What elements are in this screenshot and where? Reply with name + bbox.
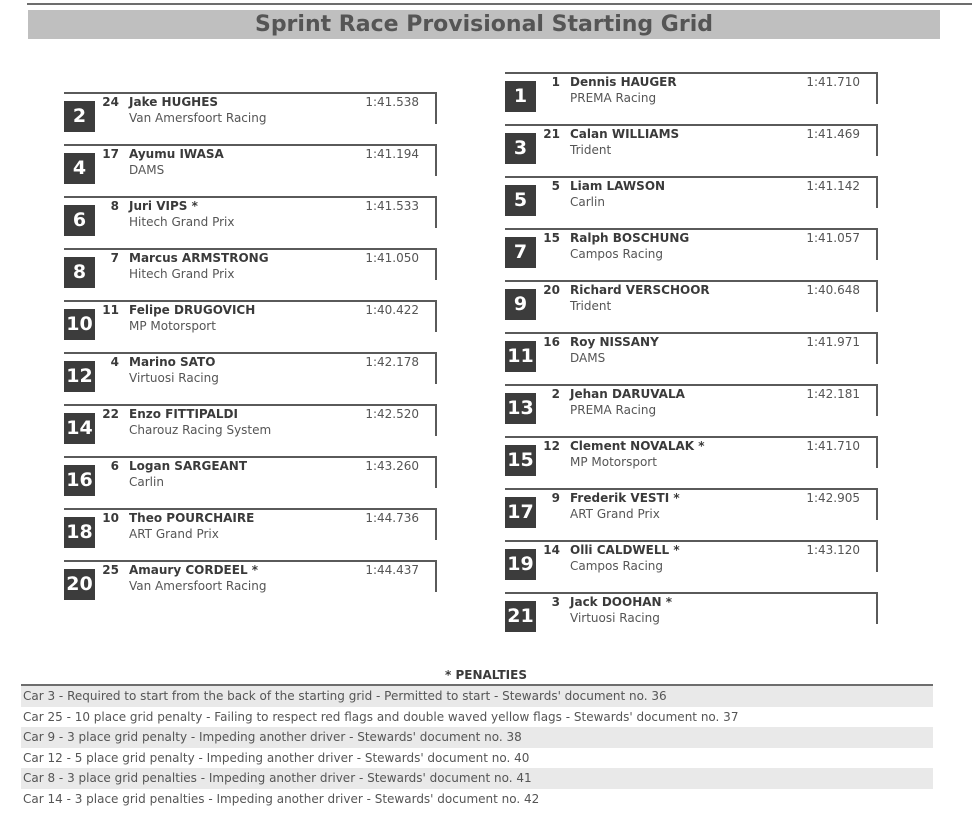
grid-position: 8 [64,257,95,288]
penalty-row: Car 14 - 3 place grid penalties - Impeding another driver - Stewards' document no. 42 [23,791,540,806]
driver-name: Juri VIPS * [129,199,198,213]
lap-time: 1:42.520 [365,407,419,421]
car-number: 2 [551,387,560,401]
driver-name: Frederik VESTI * [570,491,680,505]
car-number: 20 [543,283,560,297]
lap-time: 1:40.648 [806,283,860,297]
grid-slot [64,196,437,236]
penalties-list [21,684,933,809]
grid-slot [64,300,437,340]
driver-name: Logan SARGEANT [129,459,248,473]
grid-position: 18 [64,517,95,548]
lap-time: 1:41.469 [806,127,860,141]
grid-slot [64,456,437,496]
driver-name: Olli CALDWELL * [570,543,680,557]
team-name: DAMS [129,163,165,177]
top-rule [27,3,972,5]
grid-position: 7 [505,237,536,268]
team-name: Van Amersfoort Racing [129,111,267,125]
car-number: 21 [543,127,560,141]
team-name: Campos Racing [570,559,664,573]
slot-frame [505,592,878,624]
grid-position: 21 [505,601,536,632]
car-number: 12 [543,439,560,453]
grid-slot [505,540,878,580]
driver-name: Jehan DARUVALA [570,387,685,401]
lap-time: 1:41.710 [806,75,860,89]
car-number: 10 [102,511,119,525]
grid-slot [505,124,878,164]
driver-name: Liam LAWSON [570,179,666,193]
car-number: 4 [110,355,119,369]
driver-name: Marcus ARMSTRONG [129,251,269,265]
grid-slot [505,488,878,528]
team-name: Van Amersfoort Racing [129,579,267,593]
driver-name: Ralph BOSCHUNG [570,231,690,245]
grid-slot [64,508,437,548]
penalty-row: Car 3 - Required to start from the back of the starting grid - Permitted to start - Stewards' document no. 36 [21,684,933,707]
grid-position: 12 [64,361,95,392]
grid-position: 5 [505,185,536,216]
team-name: Trident [570,143,612,157]
driver-name: Felipe DRUGOVICH [129,303,256,317]
driver-name: Ayumu IWASA [129,147,224,161]
car-number: 9 [551,491,560,505]
team-name: MP Motorsport [570,455,657,469]
lap-time: 1:42.181 [806,387,860,401]
grid-slot [505,72,878,112]
grid-position: 2 [64,101,95,132]
driver-name: Jack DOOHAN * [570,595,673,609]
car-number: 8 [110,199,119,213]
lap-time: 1:41.050 [365,251,419,265]
grid-position: 4 [64,153,95,184]
team-name: Virtuosi Racing [570,611,660,625]
team-name: ART Grand Prix [129,527,219,541]
team-name: Virtuosi Racing [129,371,219,385]
grid-slot [64,404,437,444]
lap-time: 1:41.710 [806,439,860,453]
car-number: 7 [110,251,119,265]
driver-name: Calan WILLIAMS [570,127,680,141]
team-name: Trident [570,299,612,313]
car-number: 3 [551,595,560,609]
car-number: 15 [543,231,560,245]
car-number: 24 [102,95,119,109]
grid-slot [64,92,437,132]
car-number: 1 [551,75,560,89]
car-number: 17 [102,147,119,161]
grid-position: 13 [505,393,536,424]
car-number: 16 [543,335,560,349]
lap-time: 1:41.142 [806,179,860,193]
lap-time: 1:43.260 [365,459,419,473]
lap-time: 1:41.971 [806,335,860,349]
grid-slot [505,228,878,268]
grid-position: 17 [505,497,536,528]
team-name: DAMS [570,351,606,365]
driver-name: Dennis HAUGER [570,75,677,89]
car-number: 22 [102,407,119,421]
grid-slot [64,144,437,184]
team-name: Campos Racing [570,247,664,261]
lap-time: 1:41.057 [806,231,860,245]
grid-slot [505,436,878,476]
driver-name: Amaury CORDEEL * [129,563,259,577]
lap-time: 1:42.178 [365,355,419,369]
grid-slot [64,352,437,392]
driver-name: Roy NISSANY [570,335,659,349]
grid-position: 15 [505,445,536,476]
team-name: Hitech Grand Prix [129,267,235,281]
lap-time: 1:40.422 [365,303,419,317]
car-number: 5 [551,179,560,193]
penalty-row: Car 9 - 3 place grid penalty - Impeding another driver - Stewards' document no. 38 [21,727,933,748]
team-name: PREMA Racing [570,91,657,105]
lap-time: 1:44.736 [365,511,419,525]
driver-name: Richard VERSCHOOR [570,283,710,297]
car-number: 11 [102,303,119,317]
grid-position: 19 [505,549,536,580]
grid-slot [505,384,878,424]
grid-position: 20 [64,569,95,600]
driver-name: Jake HUGHES [129,95,219,109]
driver-name: Theo POURCHAIRE [129,511,255,525]
penalty-row: Car 25 - 10 place grid penalty - Failing to respect red flags and double waved yellow flags - Stewards' document no. 37 [23,709,739,724]
team-name: MP Motorsport [129,319,216,333]
grid-position: 11 [505,341,536,372]
driver-name: Clement NOVALAK * [570,439,705,453]
grid-slot [64,560,437,600]
team-name: ART Grand Prix [570,507,660,521]
grid-slot [505,592,878,632]
grid-slot [64,248,437,288]
team-name: Carlin [129,475,164,489]
grid-position: 16 [64,465,95,496]
lap-time: 1:44.437 [365,563,419,577]
grid-position: 6 [64,205,95,236]
team-name: PREMA Racing [570,403,657,417]
car-number: 14 [543,543,560,557]
page-title: Sprint Race Provisional Starting Grid [28,10,940,39]
grid-position: 3 [505,133,536,164]
lap-time: 1:43.120 [806,543,860,557]
grid-position: 9 [505,289,536,320]
grid-slot [505,280,878,320]
lap-time: 1:41.194 [365,147,419,161]
grid-position: 1 [505,81,536,112]
penalty-row: Car 8 - 3 place grid penalties - Impeding another driver - Stewards' document no. 41 [21,768,933,789]
team-name: Charouz Racing System [129,423,272,437]
grid-position: 10 [64,309,95,340]
grid-slot [505,176,878,216]
penalties-title: * PENALTIES [445,668,527,682]
lap-time: 1:41.538 [365,95,419,109]
team-name: Carlin [570,195,605,209]
lap-time: 1:42.905 [806,491,860,505]
lap-time: 1:41.533 [365,199,419,213]
car-number: 6 [110,459,119,473]
penalty-row: Car 12 - 5 place grid penalty - Impeding another driver - Stewards' document no. 40 [23,750,530,765]
driver-name: Marino SATO [129,355,216,369]
driver-name: Enzo FITTIPALDI [129,407,238,421]
car-number: 25 [102,563,119,577]
grid-slot [505,332,878,372]
grid-position: 14 [64,413,95,444]
team-name: Hitech Grand Prix [129,215,235,229]
